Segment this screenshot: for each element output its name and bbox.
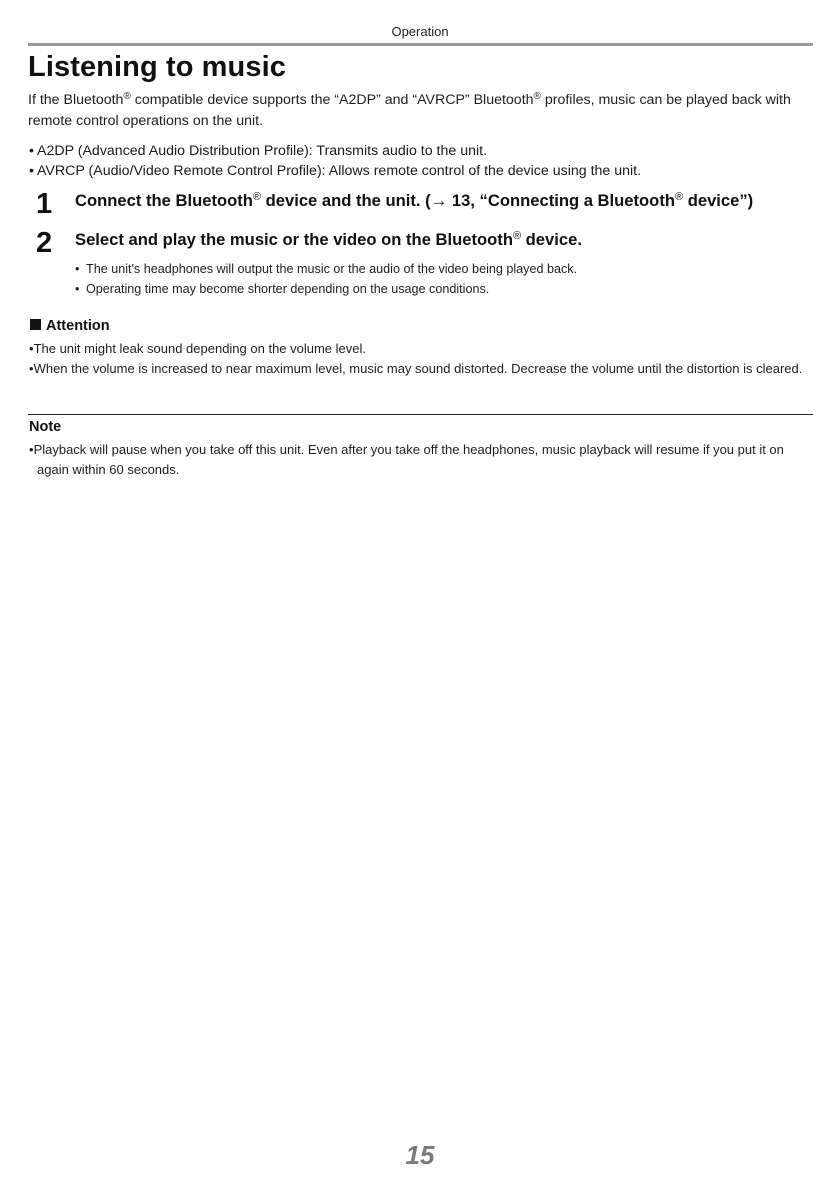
list-item [75,259,577,279]
step-2-notes [75,259,577,299]
arrow-right-icon: → [430,191,448,210]
attention-heading-text: Attention [46,318,110,334]
bullet-icon: • [29,361,34,376]
list-item [29,359,814,379]
registered-mark: ® [123,91,131,102]
intro-text-2: compatible device supports the “A2DP” and “AVRCP” Bluetooth [130,92,534,108]
list-item [75,279,577,299]
step-number: 1 [36,188,53,220]
page-reference-link[interactable]: 13, “Connecting a Bluetooth [447,191,675,210]
bullet-icon: • [29,143,34,159]
step-text-b: device. [521,230,582,249]
attention-item: When the volume is increased to near maximum level, music may sound distorted. Decrease the volume until the distortion is cleared. [33,361,803,376]
note-heading: Note [29,419,62,435]
note-item: Playback will pause when you take off this unit. Even after you take off the headphones, music playback will resume if you put it on again within 60 seconds. [33,442,784,477]
step-note: The unit's headphones will output the music or the audio of the video being played back. [86,262,578,276]
page-title: Listening to music [28,51,286,83]
profile-avrcp: AVRCP (Audio/Video Remote Control Profile): Allows remote control of the device using the unit. [37,163,642,179]
registered-mark: ® [533,91,541,102]
note-divider [28,414,813,415]
bullet-icon: • [29,341,34,356]
attention-item: The unit might leak sound depending on the volume level. [33,341,367,356]
step-text-a: Connect the Bluetooth [75,191,253,210]
section-header: Operation [391,24,449,39]
step-instruction [75,230,582,250]
profile-list [29,141,809,181]
step-text-a: Select and play the music or the video on the Bluetooth [75,230,513,249]
list-item [29,161,809,181]
step-text-b: device and the unit. ( [261,191,431,210]
bullet-icon: • [29,163,34,179]
attention-list [29,339,814,379]
list-item [29,339,814,359]
intro-text-3: profiles, music can be played back with remote control operations on the unit. [28,92,791,129]
step-number: 2 [36,227,53,259]
bullet-icon: • [75,282,80,296]
square-bullet-icon [30,319,41,330]
list-item [29,141,809,161]
note-list [29,440,819,480]
step-text-d: device”) [683,191,754,210]
page-number: 15 [405,1140,435,1170]
bullet-icon: • [75,262,80,276]
registered-mark: ® [252,191,262,203]
intro-paragraph [28,90,798,132]
step-note: Operating time may become shorter depending on the usage conditions. [86,282,490,296]
profile-a2dp: A2DP (Advanced Audio Distribution Profile): Transmits audio to the unit. [37,143,488,159]
bullet-icon: • [29,442,34,457]
attention-heading [30,318,110,334]
header-divider [28,43,813,46]
intro-text-1: If the Bluetooth [28,92,124,108]
step-instruction [75,191,753,211]
list-item [29,440,819,480]
registered-mark: ® [512,230,522,242]
registered-mark: ® [674,191,684,203]
